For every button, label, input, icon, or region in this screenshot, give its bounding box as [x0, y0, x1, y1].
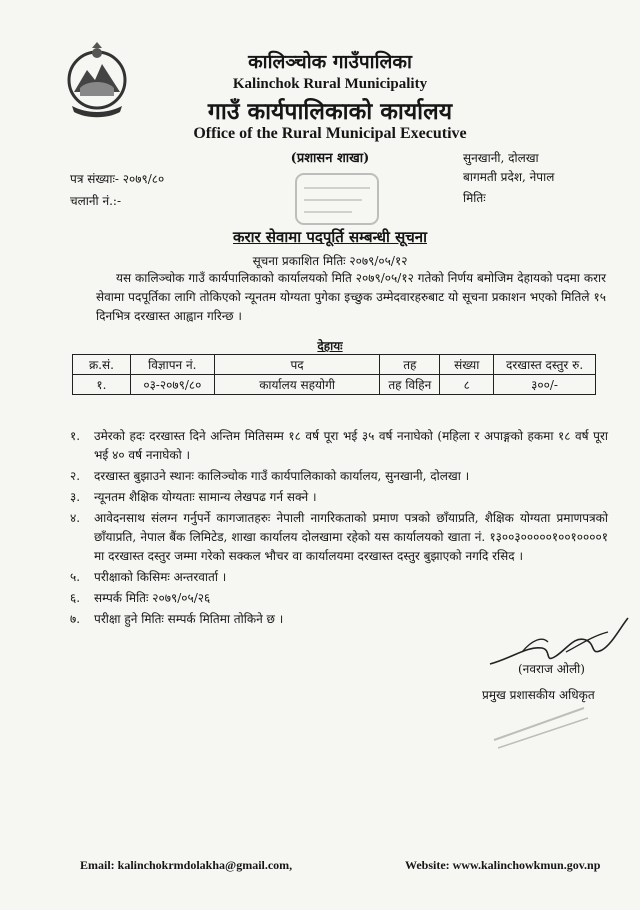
- nepal-emblem-icon: [62, 40, 132, 120]
- letter-number: पत्र संख्याः- २०७९/८०: [70, 172, 165, 186]
- list-item: [70, 467, 608, 486]
- clause-text: आवेदनसाथ संलग्न गर्नुपर्ने कागजातहरुः नेपाली नागरिकताको प्रमाण पत्रको छाँयाप्रति, शैक्षिक योग्यता प्रमाणपत्रको छाँयाप्रति, नेपाल बैंक लिमिटेड, शाखा कार्यालय दोलखामा रहेको यस कार्यालयको खाता नं. १३००३०००००१००१००००१ मा दरखास्त दस्तुर जम्मा गरेको सक्कल भौचर वा कार्यालयमा दरखास्त दस्तुर बुझाएको नगदि रसिद ।: [94, 511, 608, 563]
- clause-number: ४.: [70, 511, 81, 525]
- clause-text: उमेरको हदः दरखास्त दिने अन्तिम मितिसम्म १८ वर्ष पूरा भई ३५ वर्ष ननाघेको (महिला र अपाङ्गको हकमा १८ वर्ष पूरा भई ४० वर्ष ननाघेको ।: [94, 429, 608, 462]
- table-row: [73, 375, 596, 395]
- clause-number: ५.: [70, 570, 81, 584]
- clause-number: १.: [70, 429, 81, 443]
- header-ad-number: विज्ञापन नं.: [130, 355, 214, 375]
- municipality-name-en: Kalinchok Rural Municipality: [232, 76, 428, 92]
- date-label: मितिः: [463, 191, 486, 205]
- notice-body: यस कालिञ्चोक गाउँ कार्यपालिकाको कार्यालयको मिति २०७९/०५/१२ गतेको निर्णय बमोजिम देहायको पदमा करार सेवामा पदपूर्तिका लागि तोकिएको न्यूनतम योग्यता पुगेका इच्छुक उम्मेदवारहरुबाट यो सूचना प्रकाशन भएको मितिले १५ दिनभित्र दरखास्त आह्वान गरिन्छ ।: [96, 271, 606, 323]
- clause-text: न्यूनतम शैक्षिक योग्यताः सामान्य लेखपढ गर्न सक्ने ।: [94, 490, 317, 504]
- header-fee: दरखास्त दस्तुर रु.: [494, 355, 596, 375]
- clause-number: ७.: [70, 612, 81, 626]
- header-count: संख्या: [440, 355, 494, 375]
- cell-fee: ३००/-: [494, 375, 596, 395]
- signatory-post: प्रमुख प्रशासकीय अधिकृत: [482, 688, 595, 702]
- section-name: (प्रशासन शाखा): [290, 151, 370, 166]
- list-item: [70, 509, 608, 566]
- cell-post: कार्यालय सहयोगी: [214, 375, 380, 395]
- address-line-2: बागमती प्रदेश, नेपाल: [463, 170, 555, 184]
- cell-ad-number: ०३-२०७९/८०: [130, 375, 214, 395]
- header-post: पद: [214, 355, 380, 375]
- cell-serial: १.: [73, 375, 131, 395]
- clause-number: २.: [70, 469, 81, 483]
- cell-count: ८: [440, 375, 494, 395]
- address-line-1: सुनखानी, दोलखा: [463, 151, 539, 165]
- office-stamp-icon: [292, 170, 382, 228]
- details-heading: देहायः: [317, 339, 343, 353]
- notice-title: करार सेवामा पदपूर्ति सम्बन्धी सूचना: [233, 228, 427, 246]
- conditions-list: [70, 427, 608, 631]
- table-header-row: [73, 355, 596, 375]
- office-name-en: Office of the Rural Municipal Executive: [193, 125, 467, 142]
- signatory-name: (नवराज ओली): [518, 662, 585, 676]
- clause-text: सम्पर्क मितिः २०७९/०५/२६: [94, 591, 211, 605]
- list-item: [70, 427, 608, 465]
- publish-date: सूचना प्रकाशित मितिः २०७९/०५/१२: [252, 254, 408, 268]
- clause-text: दरखास्त बुझाउने स्थानः कालिञ्चोक गाउँ कार्यपालिकाको कार्यालय, सुनखानी, दोलखा ।: [94, 469, 470, 483]
- office-name-np: गाउँ कार्यपालिकाको कार्यालय: [207, 98, 453, 125]
- header-level: तह: [380, 355, 440, 375]
- official-seal-icon: [484, 700, 594, 750]
- clause-number: ३.: [70, 490, 81, 504]
- list-item: [70, 568, 608, 587]
- clause-text: परीक्षाको किसिमः अन्तरवार्ता ।: [94, 570, 227, 584]
- clause-number: ६.: [70, 591, 81, 605]
- municipality-name-np: कालिञ्चोक गाउँपालिका: [248, 51, 412, 73]
- list-item: [70, 488, 608, 507]
- cell-level: तह विहिन: [380, 375, 440, 395]
- footer-email: Email: kalinchokrmdolakha@gmail.com,: [80, 858, 293, 872]
- vacancy-table: [72, 354, 596, 395]
- footer-website: Website: www.kalinchowkmun.gov.np: [405, 858, 601, 872]
- clause-text: परीक्षा हुने मितिः सम्पर्क मितिमा तोकिने छ ।: [94, 612, 284, 626]
- header-serial: क्र.सं.: [73, 355, 131, 375]
- dispatch-number: चलानी नं.:-: [70, 194, 122, 208]
